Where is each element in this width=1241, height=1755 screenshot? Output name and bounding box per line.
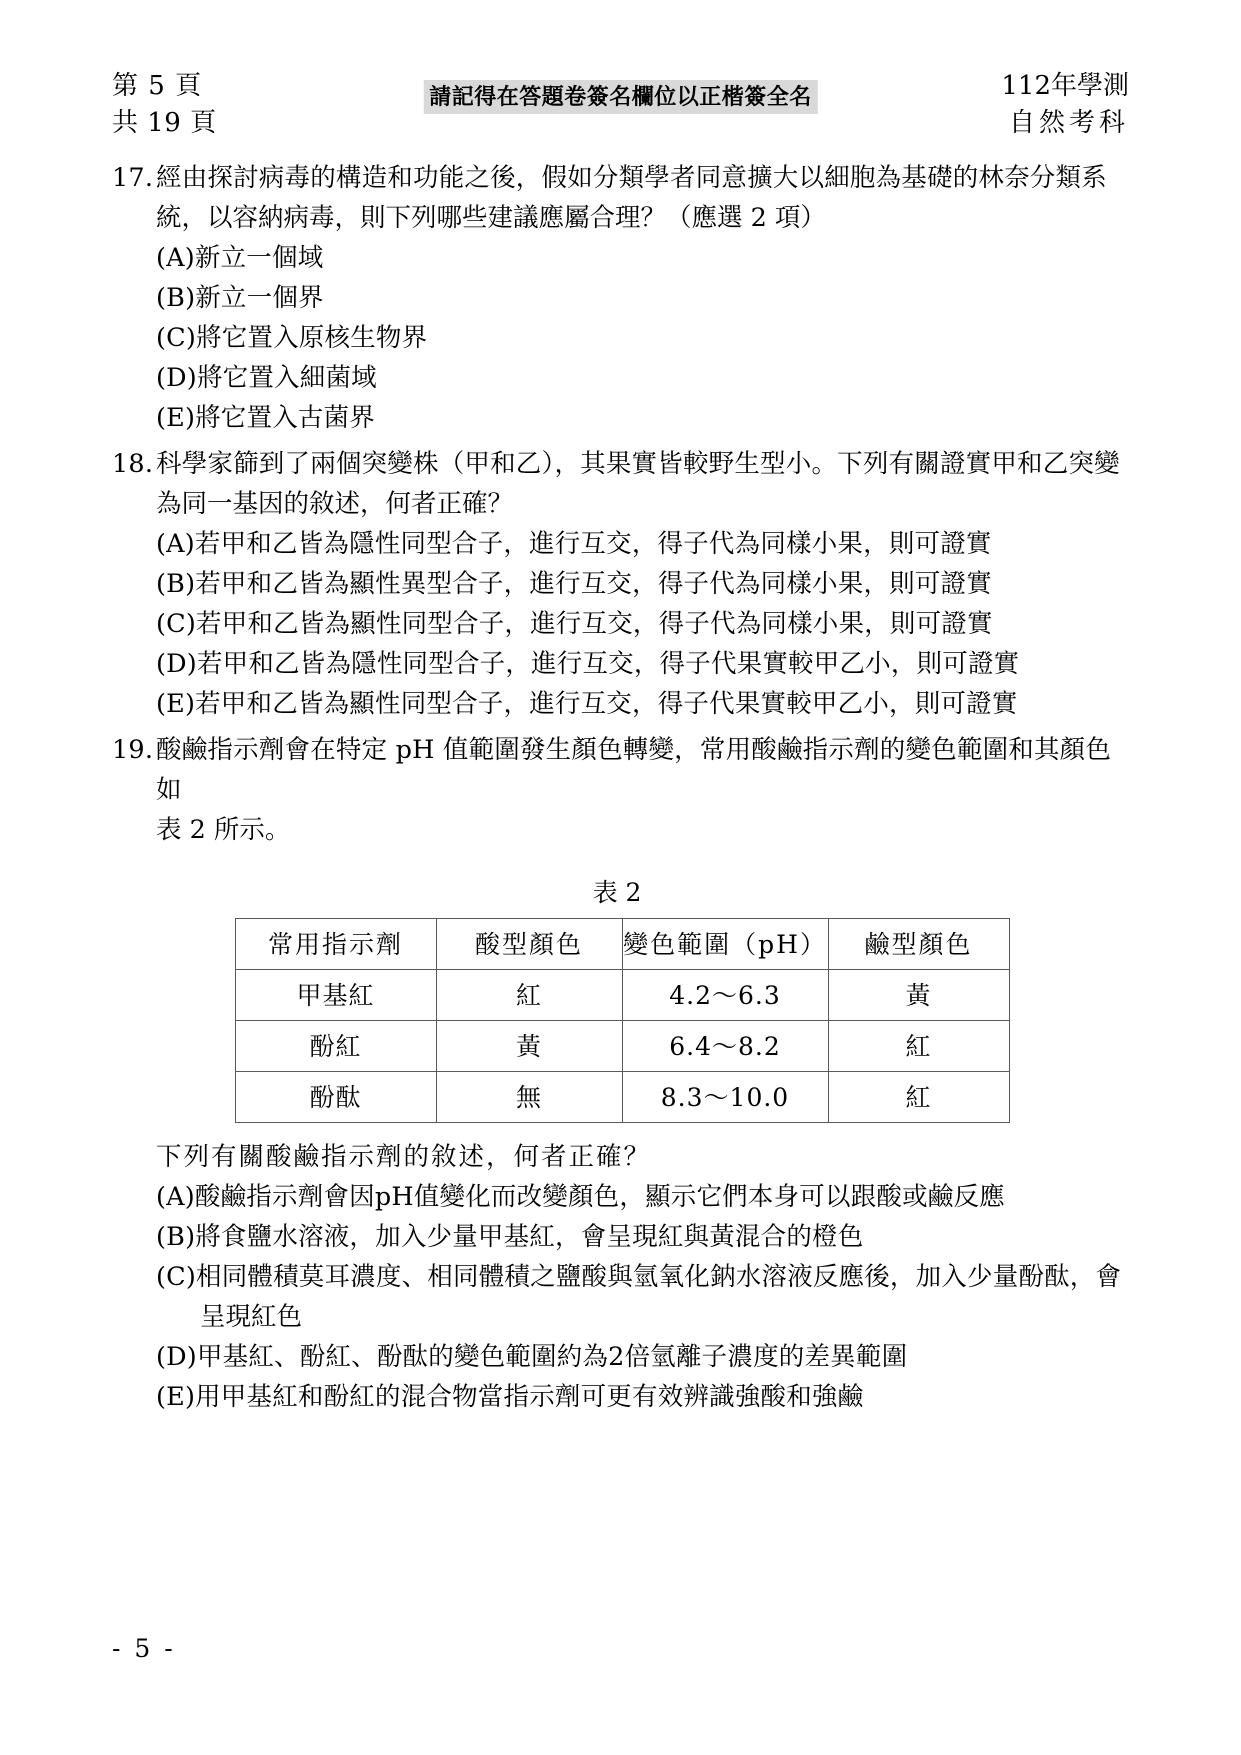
question-19-option-b[interactable]: (B)將食鹽水溶液，加入少量甲基紅，會呈現紅與黃混合的橙色	[156, 1222, 864, 1252]
question-19-option-e[interactable]: (E)用甲基紅和酚紅的混合物當指示劑可更有效辨識強酸和強鹼	[156, 1382, 864, 1412]
exam-year-label: 112年學測	[1001, 71, 1129, 101]
question-18-option-d[interactable]: (D)若甲和乙皆為隱性同型合子，進行互交，得子代果實較甲乙小，則可證實	[156, 649, 1020, 679]
question-19-stem	[112, 730, 1132, 810]
table-header-base-color: 鹼型顏色	[828, 919, 1009, 970]
table-header-indicator: 常用指示劑	[235, 919, 436, 970]
question-19-number: 19.	[112, 735, 154, 765]
footer-page-marker: - 5 -	[112, 1634, 176, 1663]
page-header	[112, 68, 1129, 148]
exam-subject-label: 自然考科	[1008, 108, 1129, 138]
question-18-stem	[112, 444, 1132, 484]
question-18	[112, 444, 1132, 724]
current-page-label: 第 5 頁	[112, 71, 203, 101]
indicator-table	[235, 918, 1010, 1123]
table-caption: 表 2	[592, 878, 642, 907]
question-19-option-d[interactable]: (D)甲基紅、酚紅、酚酞的變色範圍約為2倍氫離子濃度的差異範圍	[156, 1342, 908, 1372]
question-17	[112, 158, 1132, 438]
table-row	[235, 970, 1009, 1021]
question-18-option-a[interactable]: (A)若甲和乙皆為隱性同型合子，進行互交，得子代為同樣小果，則可證實	[156, 529, 992, 559]
cell-ph-range: 8.3～10.0	[622, 1072, 828, 1123]
question-18-stem-line2: 為同一基因的敘述，何者正確？	[156, 489, 514, 519]
question-18-option-e[interactable]: (E)若甲和乙皆為顯性同型合子，進行互交，得子代果實較甲乙小，則可證實	[156, 689, 1018, 719]
cell-acid-color: 無	[436, 1072, 622, 1123]
table-row	[235, 1021, 1009, 1072]
indicator-table-block	[112, 876, 1132, 1123]
question-18-number: 18.	[112, 449, 154, 479]
question-19-stem-line1: 酸鹼指示劑會在特定 pH 值範圍發生顏色轉變，常用酸鹼指示劑的變色範圍和其顏色如	[156, 735, 1112, 805]
table-header-ph-range: 變色範圍（pH）	[622, 919, 828, 970]
question-18-option-b[interactable]: (B)若甲和乙皆為顯性異型合子，進行互交，得子代為同樣小果，則可證實	[156, 569, 992, 599]
exam-info-block	[1001, 68, 1129, 142]
cell-acid-color: 黃	[436, 1021, 622, 1072]
question-17-stem-line2: 統，以容納病毒，則下列哪些建議應屬合理？（應選 2 項）	[156, 203, 826, 233]
question-17-stem-line1: 經由探討病毒的構造和功能之後，假如分類學者同意擴大以細胞為基礎的林奈分類系	[156, 163, 1107, 193]
question-19-option-a[interactable]: (A)酸鹼指示劑會因pH值變化而改變顏色，顯示它們本身可以跟酸或鹼反應	[156, 1182, 1005, 1212]
question-19-stem-line2: 表 2 所示。	[156, 815, 291, 845]
table-row	[235, 1072, 1009, 1123]
questions-container	[112, 158, 1132, 1423]
question-19-sub-stem: 下列有關酸鹼指示劑的敘述，何者正確？	[156, 1142, 652, 1172]
cell-indicator-name: 甲基紅	[235, 970, 436, 1021]
cell-ph-range: 4.2～6.3	[622, 970, 828, 1021]
question-19-option-c[interactable]: (C)相同體積莫耳濃度、相同體積之鹽酸與氫氧化鈉水溶液反應後，加入少量酚酞，會	[156, 1262, 1122, 1292]
question-19-option-c-continuation: 呈現紅色	[200, 1302, 303, 1332]
cell-base-color: 黃	[828, 970, 1009, 1021]
cell-ph-range: 6.4～8.2	[622, 1021, 828, 1072]
question-17-option-e[interactable]: (E)將它置入古菌界	[156, 403, 376, 433]
cell-indicator-name: 酚酞	[235, 1072, 436, 1123]
question-17-option-b[interactable]: (B)新立一個界	[156, 283, 324, 313]
question-17-option-d[interactable]: (D)將它置入細菌域	[156, 363, 377, 393]
cell-indicator-name: 酚紅	[235, 1021, 436, 1072]
total-pages-label: 共 19 頁	[112, 108, 217, 138]
cell-acid-color: 紅	[436, 970, 622, 1021]
table-header-acid-color: 酸型顏色	[436, 919, 622, 970]
table-header-row	[235, 919, 1009, 970]
cell-base-color: 紅	[828, 1021, 1009, 1072]
question-17-option-c[interactable]: (C)將它置入原核生物界	[156, 323, 428, 353]
question-17-stem	[112, 158, 1132, 198]
signature-notice: 請記得在答題卷簽名欄位以正楷簽全名	[423, 80, 818, 114]
question-19	[112, 730, 1132, 1417]
page-number-block	[112, 68, 217, 142]
question-18-option-c[interactable]: (C)若甲和乙皆為顯性同型合子，進行互交，得子代為同樣小果，則可證實	[156, 609, 993, 639]
question-18-stem-line1: 科學家篩到了兩個突變株（甲和乙），其果實皆較野生型小。下列有關證實甲和乙突變	[156, 449, 1120, 479]
question-17-option-a[interactable]: (A)新立一個域	[156, 243, 324, 273]
cell-base-color: 紅	[828, 1072, 1009, 1123]
question-17-number: 17.	[112, 163, 154, 193]
